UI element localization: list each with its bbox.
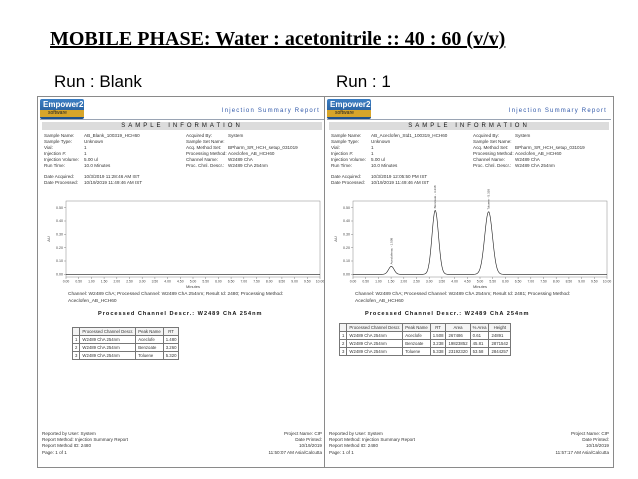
x-tick-label: 1.50 [100, 279, 108, 284]
x-tick-label: 4.50 [463, 279, 471, 284]
info-value: BPharm_SR_HCH_setup_031019 [228, 145, 298, 151]
table-header: Peak Name [403, 324, 430, 332]
info-key: Processing Method: [186, 151, 227, 157]
info-key: Acquired By: [473, 133, 500, 138]
x-tick-label: 3.50 [151, 279, 159, 284]
x-tick-label: 7.00 [240, 279, 248, 284]
info-value: System [515, 133, 531, 138]
table-cell: Benzoate [403, 340, 430, 348]
info-key: Run Time: [331, 163, 352, 169]
y-tick-label: 0.00 [56, 272, 63, 277]
y-tick-label: 0.20 [56, 245, 63, 250]
info-key: Run Time: [44, 163, 65, 169]
table-cell: 23192320 [446, 348, 470, 356]
footer-line: Project Name: CIP [283, 431, 322, 436]
table-cell: W2489 ChA 254nm [80, 336, 136, 344]
peak-label: Benzoate - 3.238 [433, 185, 438, 209]
table-cell: W2489 ChA 254nm [80, 352, 136, 360]
table-header: Peak Name [136, 328, 163, 336]
info-value: W2489 ChA [228, 157, 253, 163]
table-row [340, 340, 511, 348]
peak-label: Aceclofenac - 1.508 [389, 237, 394, 265]
info-key: Acquired By: [186, 133, 213, 138]
footer-line: 10/19/2019 [586, 443, 609, 449]
footer-line: 10/19/2019 [299, 443, 322, 449]
table-cell: 19823852 [446, 340, 470, 348]
x-tick-label: 1.50 [387, 279, 395, 284]
x-tick-label: 8.00 [552, 279, 560, 284]
info-value: 10/19/2019 11:49:46 AM IST [84, 179, 143, 185]
footer-line: Report Method: Injection Summary Report [329, 437, 416, 443]
info-value: 1 [371, 151, 374, 157]
info-key: Sample Type: [44, 139, 73, 145]
info-value: System [228, 133, 244, 138]
footer-line: Page: 1 of 1 [329, 449, 354, 455]
info-value: W2489 ChA 254nm [228, 163, 268, 169]
info-value: W2489 ChA [515, 157, 540, 163]
table-cell: W2489 ChA 254nm [80, 344, 136, 352]
table-row [73, 344, 179, 352]
table-cell: 53.58 [470, 348, 489, 356]
sample-info-right [186, 133, 298, 170]
info-key: Injection Volume: [331, 157, 366, 163]
footer-line: Reported by User: System [42, 431, 96, 436]
x-tick-label: 8.50 [278, 279, 286, 284]
logo-text: Empower2 [43, 100, 84, 109]
footer-line: Date Printed: [582, 437, 609, 443]
info-value: 1 [84, 151, 87, 157]
info-value: 10.0 Minutes [84, 163, 111, 169]
table-cell: 45.81 [470, 340, 489, 348]
table-cell: 3 [73, 352, 80, 360]
x-tick-label: 5.50 [202, 279, 210, 284]
sample-info-right [473, 133, 585, 170]
info-key: Channel Name: [186, 157, 218, 163]
y-tick-label: 0.10 [56, 259, 63, 264]
info-key: Proc. Chnl. Descr.: [186, 163, 225, 169]
x-tick-label: 7.00 [527, 279, 535, 284]
y-axis-label: AU [46, 236, 51, 242]
info-value: Unknown [84, 139, 104, 145]
x-tick-label: 2.00 [113, 279, 121, 284]
table-cell: Aceclofe [403, 332, 430, 340]
info-value: W2489 ChA 254nm [515, 163, 555, 169]
info-key: Date Acquired: [331, 173, 362, 179]
y-tick-label: 0.50 [56, 205, 63, 210]
chromatogram-svg [42, 197, 324, 289]
table-cell: Aceclofe [136, 336, 163, 344]
empower-logo [327, 99, 371, 119]
x-tick-label: 6.00 [502, 279, 509, 284]
chromatogram-blank [42, 197, 324, 289]
table-cell: W2489 ChA 254nm [347, 348, 403, 356]
info-value: AB_Blank_100319_HCH60 [84, 133, 140, 138]
info-value: Aceclofen_AB_HCH60 [515, 151, 562, 157]
footer-left [42, 431, 128, 456]
table-cell: Toluene [403, 348, 430, 356]
chart-caption: Channel: W2489 ChA; Processed Channel: W2489 ChA 254nm; Result Id: 2480; Processing Method: Aceclofen_AB_HCH60 [68, 292, 284, 304]
x-tick-label: 0.00 [349, 279, 357, 284]
x-tick-label: 4.00 [164, 279, 171, 284]
slide-title: MOBILE PHASE: Water : acetonitrile :: 40 : 60 (v/v) [50, 28, 506, 50]
footer-line: 11:50:07 AM Asia/Calcutta [268, 449, 322, 455]
info-value: 10/19/2019 11:49:46 AM IST [371, 179, 430, 185]
x-tick-label: 5.00 [476, 279, 484, 284]
report-panel-run1 [324, 96, 614, 468]
logo-text: Empower2 [330, 100, 371, 109]
info-value: AB_Aceclofen_Std1_100319_HCH60 [371, 133, 448, 138]
logo-subtext: software [40, 110, 84, 117]
footer-right [268, 431, 322, 456]
table-header: % Area [470, 324, 489, 332]
info-key: Proc. Chnl. Descr.: [473, 163, 512, 169]
table-row [73, 336, 179, 344]
y-tick-label: 0.30 [56, 232, 63, 237]
table-header: Processed Channel Descr. [347, 324, 403, 332]
table-cell: W2489 ChA 254nm [347, 340, 403, 348]
info-key: Date Processed: [44, 179, 78, 185]
x-tick-label: 6.50 [227, 279, 235, 284]
x-tick-label: 3.00 [138, 279, 146, 284]
run-label-blank: Run : Blank [54, 72, 142, 91]
y-tick-label: 0.10 [343, 259, 350, 264]
x-tick-label: 0.00 [62, 279, 70, 284]
table-cell: Toluene [136, 352, 163, 360]
x-tick-label: 9.00 [578, 279, 585, 284]
footer-line: Page: 1 of 1 [42, 449, 67, 455]
x-tick-label: 1.00 [375, 279, 382, 284]
sample-info-left [331, 133, 447, 186]
table-cell: 3 [340, 348, 347, 356]
table-cell: 1 [73, 336, 80, 344]
chart-caption: Channel: W2489 ChA; Processed Channel: W2489 ChA 254nm; Result Id: 2481; Processing Method: Aceclofen_AB_HCH60 [355, 292, 571, 304]
processed-channel-title: Processed Channel Descr.: W2489 ChA 254nm [365, 311, 530, 317]
x-tick-label: 8.00 [265, 279, 273, 284]
header-divider [40, 119, 324, 120]
info-key: Injection #: [44, 151, 67, 157]
empower-logo [40, 99, 84, 119]
footer-line: Report Method: Injection Summary Report [42, 437, 129, 443]
info-key: Channel Name: [473, 157, 505, 163]
y-axis-label: AU [333, 236, 338, 242]
info-key: Date Acquired: [44, 173, 75, 179]
footer-line: Report Method ID: 2480 [42, 443, 92, 449]
table-cell: 2871542 [489, 340, 511, 348]
plot-area [66, 201, 320, 277]
table-header: RT [163, 328, 179, 336]
table-header [340, 324, 347, 332]
x-tick-label: 0.50 [75, 279, 83, 284]
table-row [73, 352, 179, 360]
x-tick-label: 9.50 [303, 279, 311, 284]
x-tick-label: 6.50 [514, 279, 522, 284]
info-key: Vial: [44, 145, 53, 151]
x-tick-label: 9.50 [590, 279, 598, 284]
y-tick-label: 0.20 [343, 245, 350, 250]
footer-line: Project Name: CIP [570, 431, 609, 436]
table-cell: 267486 [446, 332, 470, 340]
x-tick-label: 7.50 [253, 279, 260, 284]
info-value: 1 [371, 145, 374, 151]
logo-subtext: software [327, 110, 371, 117]
table-cell: 2844257 [489, 348, 511, 356]
report-title: Injection Summary Report [221, 108, 320, 114]
info-key: Sample Set Name: [473, 139, 512, 145]
footer-left [329, 431, 415, 456]
x-tick-label: 4.50 [176, 279, 184, 284]
table-cell: W2489 ChA 254nm [347, 332, 403, 340]
table-cell: Benzoate [136, 344, 163, 352]
x-tick-label: 2.50 [413, 279, 420, 284]
header-divider [327, 119, 611, 120]
info-key: Sample Name: [331, 133, 362, 138]
table-cell: 5.338 [430, 348, 446, 356]
peak-label: Toluene - 5.338 [486, 188, 491, 210]
info-row [44, 180, 142, 186]
table-cell: 24891 [489, 332, 511, 340]
info-value: 5.00 ul [84, 157, 98, 163]
footer-line: Reported by User: System [329, 431, 383, 436]
sample-information-heading: SAMPLE INFORMATION [42, 122, 322, 130]
x-tick-label: 10.00 [315, 279, 325, 284]
x-tick-label: 2.50 [126, 279, 133, 284]
table-header: Processed Channel Descr. [80, 328, 136, 336]
run-label-1: Run : 1 [336, 72, 391, 91]
info-value: Unknown [371, 139, 391, 145]
info-key: Injection Volume: [44, 157, 79, 163]
info-value: 10/3/2019 12:05:50 PM IST [371, 173, 428, 179]
table-cell: 3.238 [430, 340, 446, 348]
y-tick-label: 0.40 [343, 219, 350, 224]
info-row [331, 180, 447, 186]
x-tick-label: 3.00 [425, 279, 433, 284]
info-value: 10.0 Minutes [371, 163, 398, 169]
info-row [473, 163, 585, 169]
footer-line: Date Printed: [295, 437, 322, 443]
info-value: 10/3/2019 11:28:46 AM IST [84, 173, 140, 179]
info-key: Acq. Method Set: [473, 145, 509, 151]
table-cell: 5.320 [163, 352, 179, 360]
y-tick-label: 0.50 [343, 205, 350, 210]
sample-info-left [44, 133, 142, 186]
x-tick-label: 5.00 [189, 279, 197, 284]
footer-line: Report Method ID: 2480 [329, 443, 379, 449]
report-panel-blank [37, 96, 327, 468]
table-cell: 3.260 [163, 344, 179, 352]
x-tick-label: 2.00 [400, 279, 408, 284]
info-value: 1 [84, 145, 87, 151]
info-key: Date Processed: [331, 179, 365, 185]
info-value: BPharm_SR_HCH_setup_031019 [515, 145, 585, 151]
table-cell: 1 [340, 332, 347, 340]
y-tick-label: 0.30 [343, 232, 350, 237]
footer-line: 11:57:17 AM Asia/Calcutta [555, 449, 609, 455]
table-row [340, 348, 511, 356]
x-tick-label: 7.50 [540, 279, 547, 284]
x-tick-label: 1.00 [88, 279, 95, 284]
y-tick-label: 0.00 [343, 272, 350, 277]
table-cell: 2 [73, 344, 80, 352]
info-key: Sample Type: [331, 139, 360, 145]
x-tick-label: 6.00 [215, 279, 222, 284]
info-value: Aceclofen_AB_HCH60 [228, 151, 275, 157]
info-key: Processing Method: [473, 151, 514, 157]
info-key: Sample Set Name: [186, 139, 225, 145]
table-cell: 1.480 [163, 336, 179, 344]
footer-right [555, 431, 609, 456]
info-key: Acq. Method Set: [186, 145, 222, 151]
x-tick-label: 0.50 [362, 279, 370, 284]
chromatogram-svg [329, 185, 612, 289]
y-tick-label: 0.40 [56, 219, 63, 224]
report-title: Injection Summary Report [508, 108, 607, 114]
table-header: Area [446, 324, 470, 332]
table-cell: 0.61 [470, 332, 489, 340]
table-header [73, 328, 80, 336]
table-header: Height [489, 324, 511, 332]
table-cell: 1.508 [430, 332, 446, 340]
x-tick-label: 9.00 [291, 279, 298, 284]
sample-information-heading: SAMPLE INFORMATION [329, 122, 609, 130]
x-axis-label: Minutes [185, 284, 201, 289]
x-tick-label: 4.00 [451, 279, 458, 284]
info-key: Vial: [331, 145, 340, 151]
table-row [340, 332, 511, 340]
table-header: RT [430, 324, 446, 332]
peak-table-run1 [339, 323, 511, 356]
x-tick-label: 8.50 [565, 279, 573, 284]
x-tick-label: 10.00 [602, 279, 612, 284]
x-tick-label: 5.50 [489, 279, 497, 284]
processed-channel-title: Processed Channel Descr.: W2489 ChA 254nm [98, 311, 263, 317]
info-key: Injection #: [331, 151, 354, 157]
info-key: Sample Name: [44, 133, 75, 138]
x-axis-label: Minutes [472, 284, 488, 289]
info-row [186, 163, 298, 169]
chromatogram-run1 [329, 185, 612, 289]
peak-table-blank [72, 327, 179, 360]
table-cell: 2 [340, 340, 347, 348]
x-tick-label: 3.50 [438, 279, 446, 284]
info-value: 5.00 ul [371, 157, 385, 163]
